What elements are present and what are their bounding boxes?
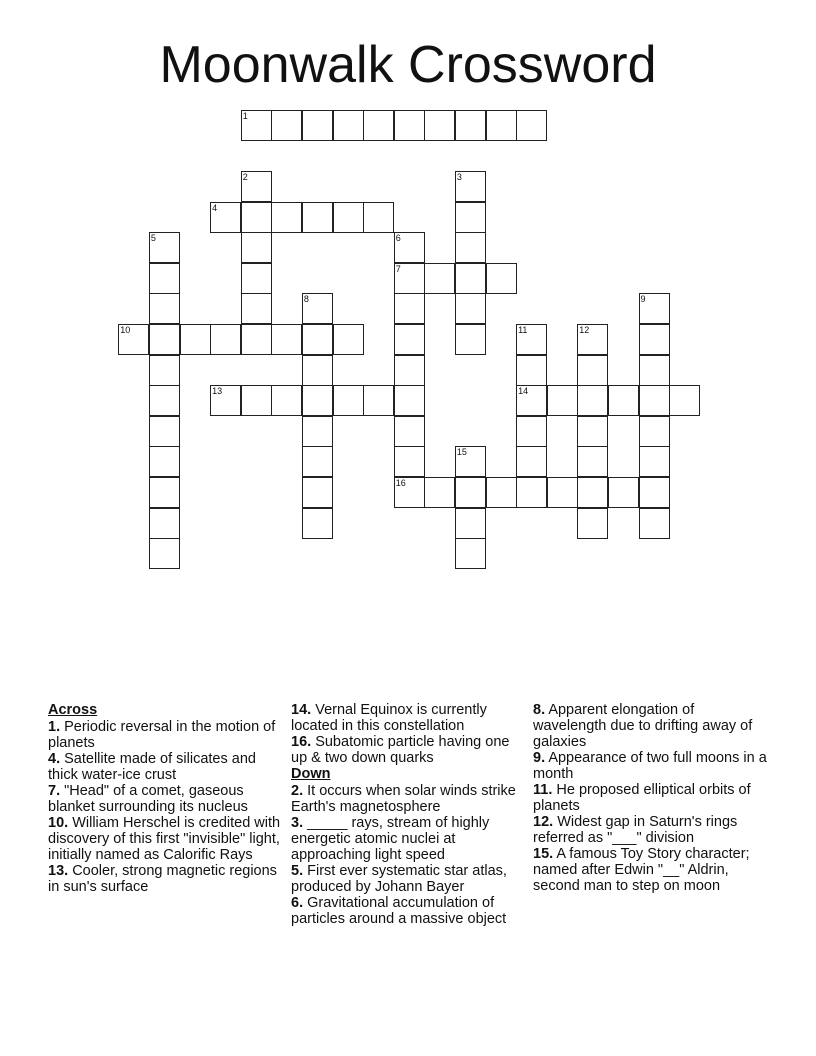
grid-cell[interactable] — [271, 385, 302, 416]
grid-cell[interactable] — [669, 385, 700, 416]
grid-cell[interactable] — [210, 324, 241, 355]
clue-item-number: 11. — [533, 782, 553, 798]
clue-number: 9 — [640, 294, 646, 305]
grid-cell[interactable] — [455, 110, 486, 141]
grid-cell[interactable] — [363, 385, 394, 416]
grid-cell[interactable] — [149, 508, 180, 539]
grid-cell[interactable] — [302, 355, 333, 386]
grid-cell[interactable] — [639, 385, 670, 416]
grid-cell[interactable] — [271, 324, 302, 355]
grid-cell[interactable] — [241, 324, 272, 355]
grid-cell[interactable] — [149, 416, 180, 447]
grid-cell[interactable] — [333, 110, 364, 141]
clue-item — [48, 783, 284, 815]
clue-number: 3 — [456, 172, 462, 182]
clue-number: 13 — [212, 386, 223, 397]
grid-cell[interactable] — [210, 385, 241, 416]
grid-cell[interactable] — [302, 293, 333, 324]
clue-item-text: Gravitational accumulation of particles around a massive object — [291, 895, 507, 927]
grid-cell[interactable] — [394, 416, 425, 447]
grid-cell[interactable] — [486, 477, 517, 508]
grid-cell[interactable] — [608, 385, 639, 416]
grid-cell[interactable] — [455, 538, 486, 569]
clue-number: 6 — [395, 233, 401, 244]
clue-number: 7 — [395, 263, 401, 274]
grid-cell[interactable] — [241, 171, 272, 202]
grid-cell[interactable] — [241, 263, 272, 294]
clue-item-number: 15. — [533, 846, 554, 862]
grid-cell[interactable] — [608, 477, 639, 508]
grid-cell[interactable] — [577, 508, 608, 539]
grid-cell[interactable] — [302, 385, 333, 416]
grid-cell[interactable] — [455, 232, 486, 263]
grid-cell[interactable] — [302, 477, 333, 508]
grid-cell[interactable] — [241, 293, 272, 324]
grid-cell[interactable] — [302, 110, 333, 141]
grid-cell[interactable] — [394, 355, 425, 386]
clue-number: 10 — [120, 325, 131, 335]
grid-cell[interactable] — [516, 416, 547, 447]
clue-item-text: Apparent elongation of wavelength due to drifting away of galaxies — [533, 702, 753, 750]
clue-number: 2 — [242, 172, 248, 182]
clue-number: 15 — [456, 447, 467, 458]
clue-number: 5 — [150, 233, 156, 244]
grid-cell[interactable] — [394, 385, 425, 416]
grid-cell[interactable] — [424, 110, 455, 141]
grid-cell[interactable] — [577, 446, 608, 477]
grid-cell[interactable] — [149, 324, 180, 355]
grid-cell[interactable] — [639, 477, 670, 508]
grid-cell[interactable] — [424, 477, 455, 508]
grid-cell[interactable] — [302, 202, 333, 233]
clue-section-heading: Down — [291, 766, 331, 782]
grid-cell[interactable] — [486, 110, 517, 141]
grid-cell[interactable] — [241, 232, 272, 263]
clue-item — [291, 815, 527, 863]
grid-cell[interactable] — [577, 416, 608, 447]
grid-cell[interactable] — [333, 385, 364, 416]
clue-item — [533, 814, 769, 846]
clue-item-number: 12. — [533, 814, 554, 830]
clue-item-number: 4. — [48, 751, 61, 767]
clue-item-text: Satellite made of silicates and thick water-ice crust — [48, 751, 256, 783]
clue-item-text: Subatomic particle having one up & two down quarks — [291, 734, 510, 766]
grid-cell[interactable] — [149, 446, 180, 477]
grid-cell[interactable] — [516, 355, 547, 386]
grid-cell[interactable] — [302, 416, 333, 447]
grid-cell[interactable] — [394, 232, 425, 263]
grid-cell[interactable] — [363, 110, 394, 141]
clue-number: 4 — [212, 202, 218, 213]
grid-cell[interactable] — [149, 355, 180, 386]
grid-cell[interactable] — [149, 232, 180, 263]
clue-number: 11 — [518, 325, 528, 335]
clue-item — [48, 815, 284, 863]
clues-column-3 — [533, 702, 769, 894]
grid-cell[interactable] — [516, 477, 547, 508]
grid-cell[interactable] — [394, 110, 425, 141]
clue-item — [48, 719, 284, 751]
grid-cell[interactable] — [424, 263, 455, 294]
grid-cell[interactable] — [455, 171, 486, 202]
grid-cell[interactable] — [455, 477, 486, 508]
grid-cell[interactable] — [455, 508, 486, 539]
grid-cell[interactable] — [577, 477, 608, 508]
clue-item-number: 3. — [291, 815, 304, 831]
grid-cell[interactable] — [516, 446, 547, 477]
clue-item — [533, 702, 769, 750]
grid-cell[interactable] — [149, 538, 180, 569]
grid-cell[interactable] — [149, 263, 180, 294]
clue-item-text: Cooler, strong magnetic regions in sun's surface — [48, 863, 277, 895]
clue-item — [533, 750, 769, 782]
grid-cell[interactable] — [516, 110, 547, 141]
grid-cell[interactable] — [394, 263, 425, 294]
grid-cell[interactable] — [210, 202, 241, 233]
grid-cell[interactable] — [486, 263, 517, 294]
clue-item-number: 2. — [291, 783, 304, 799]
clue-item — [48, 863, 284, 895]
clue-item-number: 16. — [291, 734, 312, 750]
clue-item-number: 5. — [291, 863, 304, 879]
grid-cell[interactable] — [455, 263, 486, 294]
grid-cell[interactable] — [394, 324, 425, 355]
grid-cell[interactable] — [516, 385, 547, 416]
clue-item-number: 6. — [291, 895, 304, 911]
grid-cell[interactable] — [455, 293, 486, 324]
clue-item-number: 8. — [533, 702, 546, 718]
grid-cell[interactable] — [302, 446, 333, 477]
grid-cell[interactable] — [271, 110, 302, 141]
clue-item-text: "Head" of a comet, gaseous blanket surrounding its nucleus — [48, 783, 248, 815]
clue-item-text: Appearance of two full moons in a month — [533, 750, 767, 782]
clues-column-2 — [291, 702, 527, 927]
grid-cell[interactable] — [394, 293, 425, 324]
grid-cell[interactable] — [455, 446, 486, 477]
clue-item-number: 13. — [48, 863, 69, 879]
grid-cell[interactable] — [516, 324, 547, 355]
grid-cell[interactable] — [455, 202, 486, 233]
grid-cell[interactable] — [241, 110, 272, 141]
clue-number: 8 — [303, 294, 309, 305]
clue-item — [533, 846, 769, 894]
grid-cell[interactable] — [149, 293, 180, 324]
clue-item-number: 9. — [533, 750, 546, 766]
grid-cell[interactable] — [271, 202, 302, 233]
clue-item-text: William Herschel is credited with discovery of this first "invisible" light, initially named as Calorific Rays — [48, 815, 281, 863]
clue-item-number: 1. — [48, 719, 61, 735]
clue-item — [291, 734, 527, 766]
clue-number: 1 — [242, 110, 248, 121]
grid-cell[interactable] — [547, 385, 578, 416]
clue-item — [291, 702, 527, 734]
grid-cell[interactable] — [394, 477, 425, 508]
clue-item-number: 10. — [48, 815, 69, 831]
grid-cell[interactable] — [180, 324, 211, 355]
clue-item — [291, 783, 527, 815]
clue-number: 14 — [518, 386, 529, 397]
grid-cell[interactable] — [577, 355, 608, 386]
grid-cell[interactable] — [333, 202, 364, 233]
clue-item-text: A famous Toy Story character; named after Edwin "__" Aldrin, second man to step on moon — [533, 846, 750, 894]
clue-item-text: Periodic reversal in the motion of planets — [48, 719, 276, 751]
grid-cell[interactable] — [577, 385, 608, 416]
clue-item — [291, 895, 527, 927]
clue-item — [533, 782, 769, 814]
clue-number: 16 — [395, 478, 406, 488]
clue-item-text: Widest gap in Saturn's rings referred as "___" division — [533, 814, 738, 846]
clue-item — [48, 751, 284, 783]
clue-number: 12 — [579, 325, 590, 335]
grid-cell[interactable] — [639, 324, 670, 355]
grid-cell[interactable] — [302, 508, 333, 539]
grid-cell[interactable] — [149, 477, 180, 508]
clues-column-1 — [48, 702, 284, 895]
clue-item — [291, 863, 527, 895]
grid-cell[interactable] — [149, 385, 180, 416]
grid-cell[interactable] — [455, 324, 486, 355]
grid-cell[interactable] — [118, 324, 149, 355]
grid-cell[interactable] — [302, 324, 333, 355]
clue-item-number: 14. — [291, 702, 312, 718]
grid-cell[interactable] — [577, 324, 608, 355]
grid-cell[interactable] — [333, 324, 364, 355]
clue-item-text: First ever systematic star atlas, produced by Johann Bayer — [291, 863, 507, 895]
grid-cell[interactable] — [363, 202, 394, 233]
clue-section-heading: Across — [48, 702, 98, 718]
clue-item-number: 7. — [48, 783, 61, 799]
clue-item-text: He proposed elliptical orbits of planets — [533, 782, 751, 814]
grid-cell[interactable] — [241, 385, 272, 416]
page-title: Moonwalk Crossword — [159, 36, 657, 94]
clue-item-text: It occurs when solar winds strike Earth's magnetosphere — [291, 783, 516, 815]
clue-item-text: Vernal Equinox is currently located in this constellation — [291, 702, 487, 734]
grid-cell[interactable] — [639, 446, 670, 477]
clue-item-text: _____ rays, stream of highly energetic atomic nuclei at approaching light speed — [291, 815, 490, 863]
grid-cell[interactable] — [639, 508, 670, 539]
grid-cell[interactable] — [639, 355, 670, 386]
grid-cell[interactable] — [394, 446, 425, 477]
grid-cell[interactable] — [639, 293, 670, 324]
grid-cell[interactable] — [241, 202, 272, 233]
grid-cell[interactable] — [639, 416, 670, 447]
grid-cell[interactable] — [547, 477, 578, 508]
